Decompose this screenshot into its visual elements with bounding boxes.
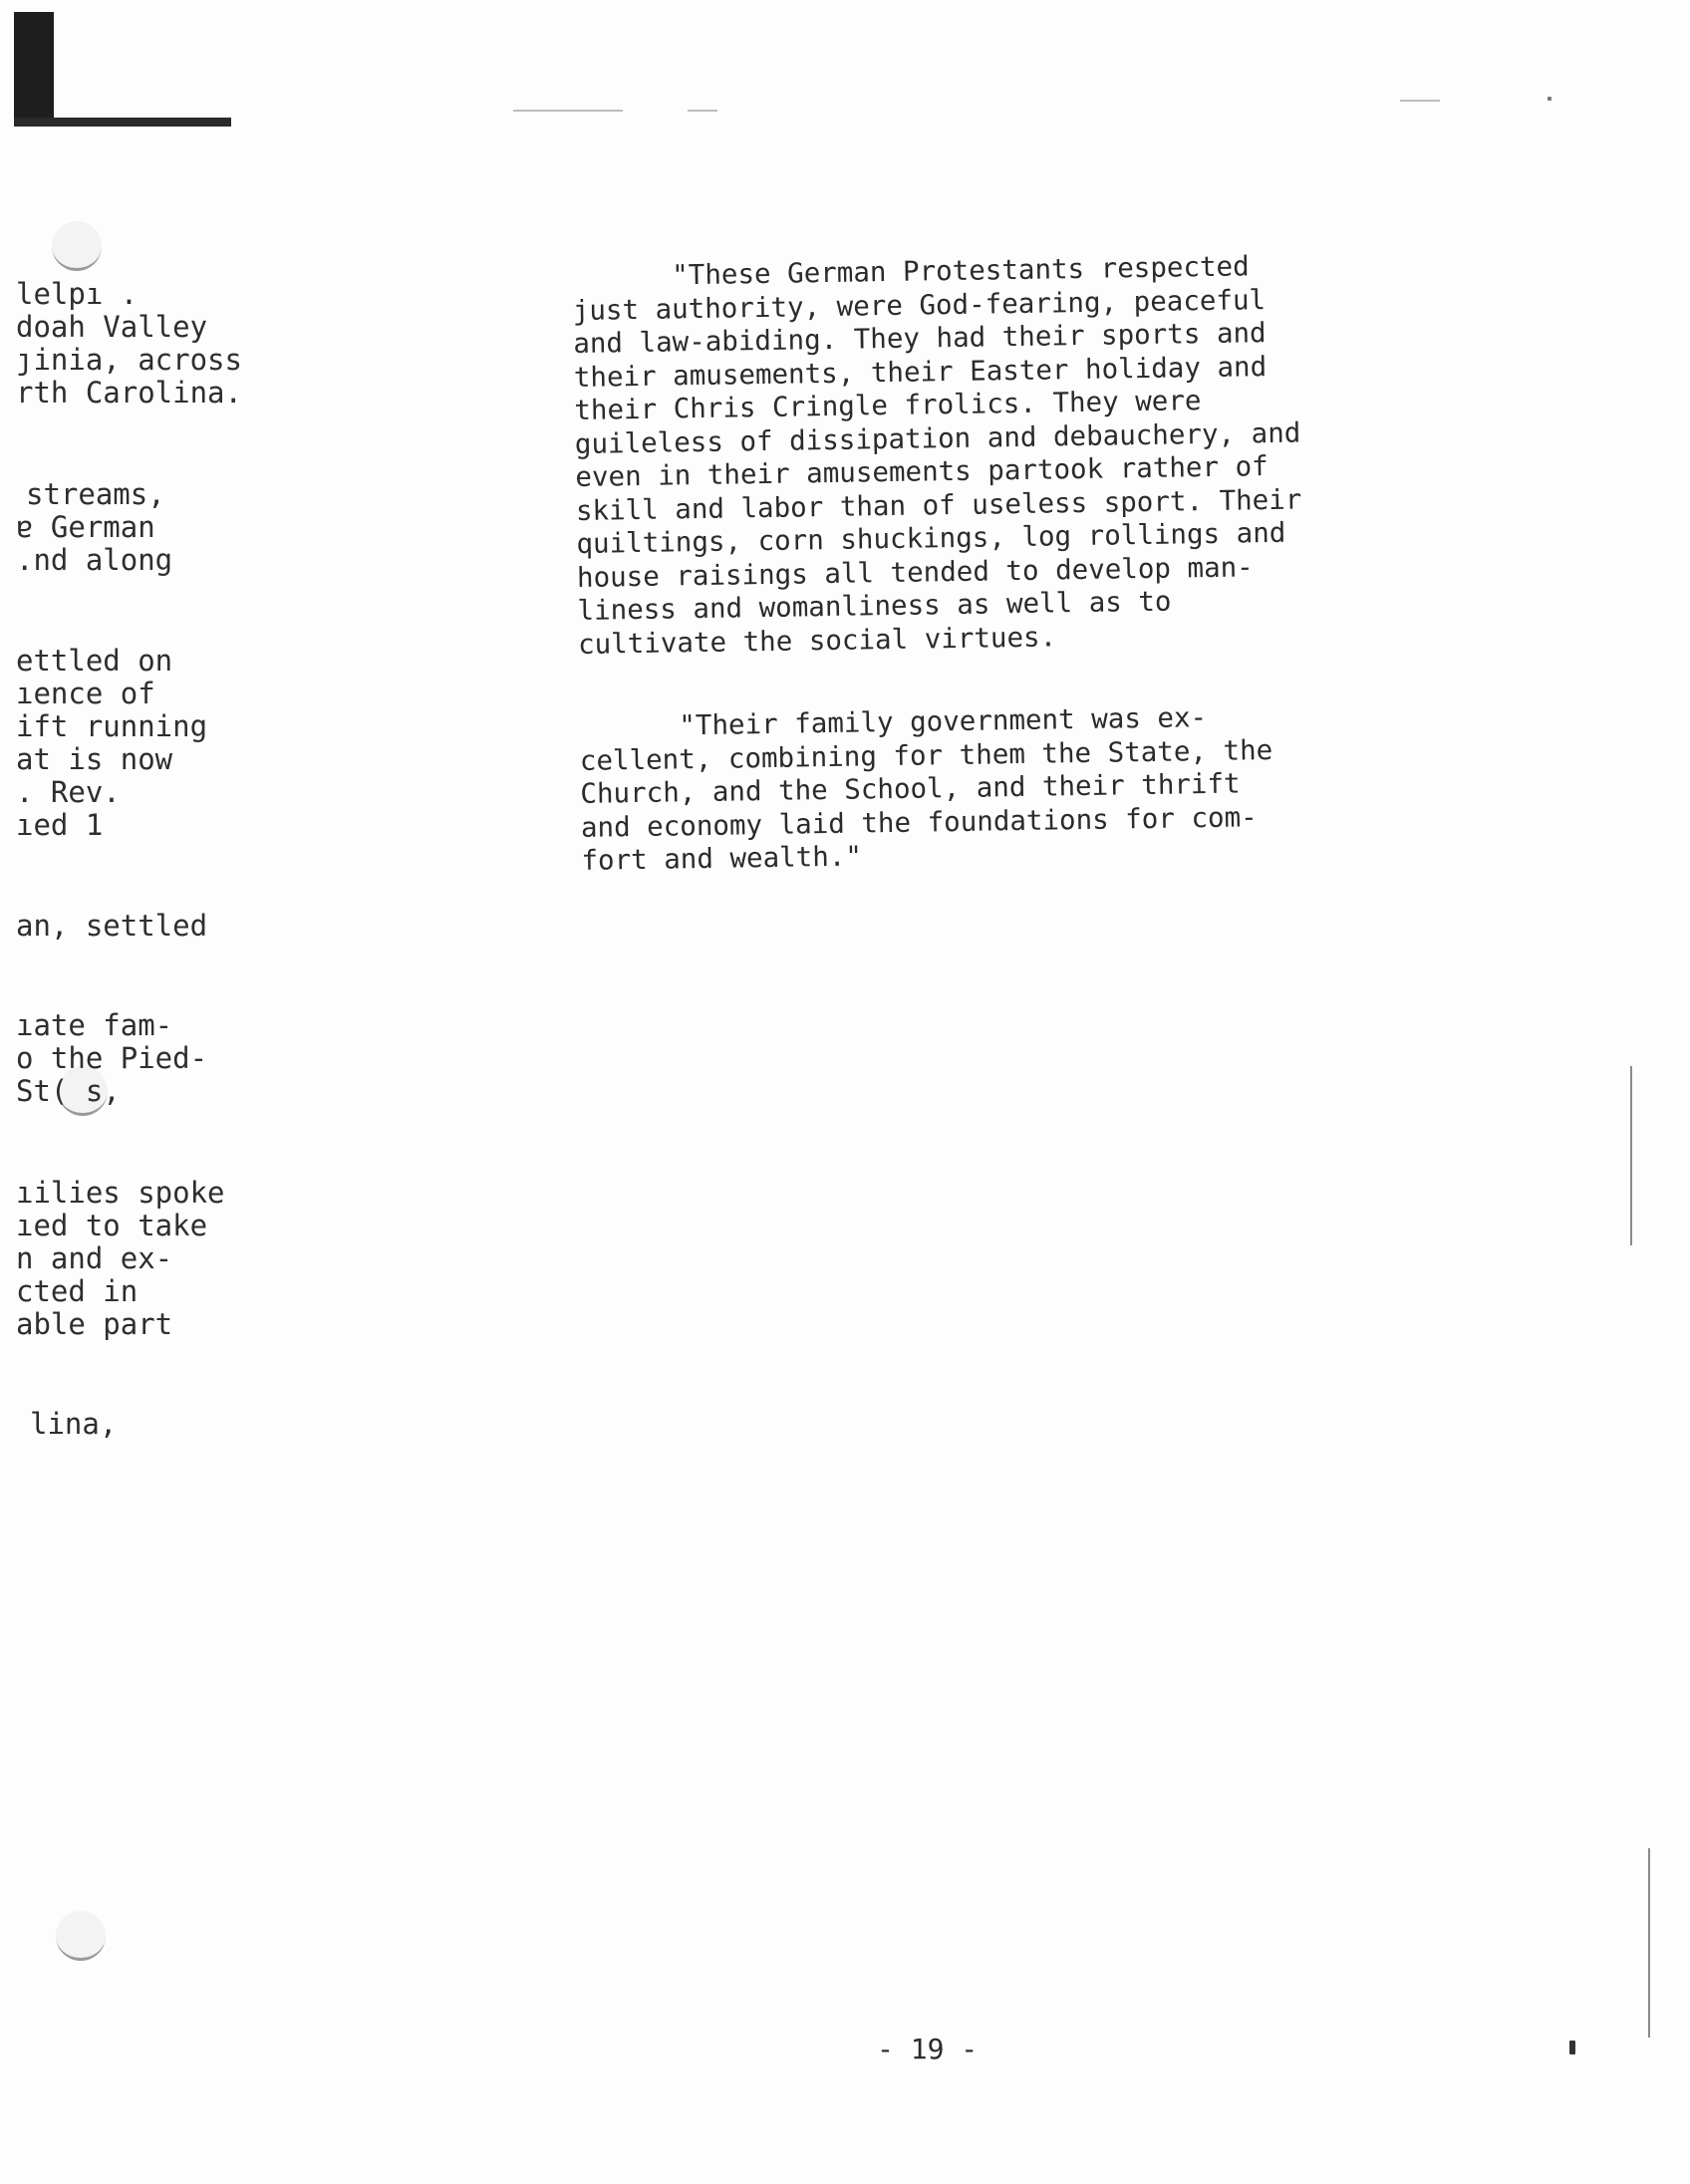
left-fragment: o the Pied- bbox=[16, 1041, 208, 1075]
left-fragment: streams, bbox=[26, 477, 165, 511]
left-fragment: .nd along bbox=[16, 543, 173, 577]
left-fragment: rth Carolina. bbox=[16, 376, 242, 410]
left-fragment: ȷinia, across bbox=[16, 343, 242, 377]
left-fragment: ettled on bbox=[16, 644, 173, 678]
left-fragment: cted in bbox=[16, 1274, 139, 1308]
scan-rule bbox=[1400, 100, 1440, 102]
scan-speck bbox=[1569, 2041, 1575, 2054]
left-fragment: ift running bbox=[16, 709, 208, 743]
left-fragment: ıence of bbox=[16, 677, 155, 710]
left-fragment: ıed 1 bbox=[16, 808, 104, 842]
left-fragment: ıate fam- bbox=[16, 1008, 173, 1042]
right-edge-marks bbox=[1630, 1066, 1632, 1245]
binder-corner-mark bbox=[14, 12, 54, 127]
left-fragment: St( s, bbox=[16, 1074, 121, 1108]
binder-corner-line bbox=[14, 118, 231, 127]
left-fragment: lelpı . bbox=[16, 277, 139, 311]
left-fragment: at is now bbox=[16, 742, 173, 776]
scan-rule bbox=[688, 110, 717, 112]
left-fragment: ıilies spoke bbox=[16, 1176, 225, 1210]
quotation-block bbox=[572, 249, 1339, 878]
scan-speck bbox=[1548, 97, 1551, 101]
punch-hole-top bbox=[52, 221, 102, 271]
punch-hole-bottom bbox=[56, 1911, 106, 1961]
left-fragment: able part bbox=[16, 1307, 173, 1341]
right-edge-marks bbox=[1648, 1848, 1650, 2038]
scan-rule bbox=[513, 110, 623, 112]
page-number: - 19 - bbox=[877, 2033, 979, 2065]
left-fragment: ıed to take bbox=[16, 1209, 208, 1242]
left-fragment: . Rev. bbox=[16, 775, 121, 809]
left-fragment: n and ex- bbox=[16, 1241, 173, 1275]
left-fragment: ɐ German bbox=[16, 510, 155, 544]
left-fragment: lina, bbox=[30, 1407, 118, 1441]
quote-paragraph-2: "Their family government was ex- cellent, combining for them the State, the Church, and the School, and their thrift and economy laid the foundations for com- fort and wealth." bbox=[579, 701, 1273, 877]
quote-paragraph-1: "These German Protestants respected just authority, were God-fearing, peaceful and law-abiding. They had their sports and their amusements, their Easter holiday and their Chris Cringle frolics. They were guileless of dissipation and debauchery, and even in their amusements partook rather of skill and labor than of useless sport. Their quiltings, corn shuckings, log rollings and house raisings all tended to develop man- liness and womanliness as well as to cultivate the social virtues. bbox=[572, 250, 1302, 661]
left-fragment: doah Valley bbox=[16, 310, 208, 344]
left-fragment: an, settled bbox=[16, 909, 208, 943]
